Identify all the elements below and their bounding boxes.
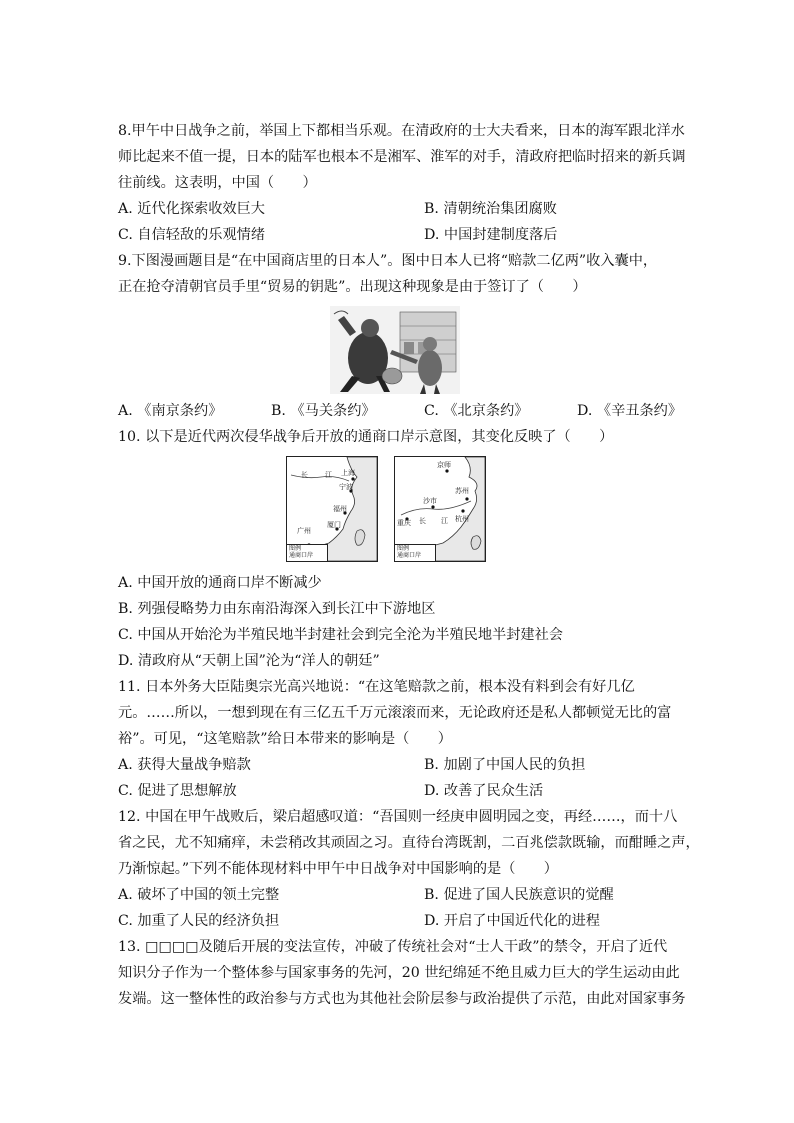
q8-option-b[interactable]: B. 清朝统治集团腐败 xyxy=(424,201,557,217)
q9-option-a[interactable]: A. 《南京条约》 xyxy=(118,403,223,419)
q9-cartoon-image xyxy=(330,306,460,394)
treaty-ports-map-2 xyxy=(394,456,486,562)
map2-label-shashi: 沙市 xyxy=(423,497,437,505)
map1-label-river-1: 长 xyxy=(301,471,308,479)
q11-option-d[interactable]: D. 改善了民众生活 xyxy=(424,783,544,799)
q8-options-row-1 xyxy=(118,196,684,222)
treaty-ports-map-1 xyxy=(286,456,378,562)
map1-label-guangzhou: 广州 xyxy=(297,527,311,535)
question-12 xyxy=(118,804,700,934)
q8-stem-line-2: 师比起来不值一提，日本的陆军也根本不是湘军、淮军的对手，清政府把临时招来的新兵调 xyxy=(118,149,686,165)
question-9 xyxy=(118,248,684,424)
q10-map-figures xyxy=(286,456,684,566)
q9-stem-line-2: 正在抢夺清朝官员手里“贸易的钥匙”。出现这种现象是由于签订了（ ） xyxy=(118,279,587,295)
q8-stem-line-1: 8.甲午中日战争之前，举国上下都相当乐观。在清政府的士大夫看来，日本的海军跟北洋水 xyxy=(118,123,685,139)
q11-option-a[interactable]: A. 获得大量战争赔款 xyxy=(118,757,251,773)
q8-stem-line-3: 往前线。这表明，中国（ ） xyxy=(118,175,317,191)
q13-stem-line-3: 发端。这一整体性的政治参与方式也为其他社会阶层参与政治提供了示范，由此对国家事务 xyxy=(118,991,686,1007)
q12-option-a[interactable]: A. 破坏了中国的领土完整 xyxy=(118,887,280,903)
map2-label-river-2: 江 xyxy=(441,517,448,525)
q9-option-c[interactable]: C. 《北京条约》 xyxy=(424,403,529,419)
map1-label-fuzhou: 福州 xyxy=(333,505,347,513)
q10-option-d[interactable]: D. 清政府从“天朝上国”沦为“洋人的朝廷” xyxy=(118,653,380,669)
q9-stem-line-1: 9.下图漫画题目是“在中国商店里的日本人”。图中日本人已将“赔款二亿两”收入囊中， xyxy=(118,253,658,269)
map1-legend: 图例 通商口岸 xyxy=(287,544,328,561)
question-11 xyxy=(118,674,684,804)
q9-options-row xyxy=(118,398,684,424)
q11-stem-line-3: 裕”。可见，“这笔赔款”给日本带来的影响是（ ） xyxy=(118,731,452,747)
q12-option-d[interactable]: D. 开启了中国近代化的进程 xyxy=(424,913,600,929)
map1-label-xiamen: 厦门 xyxy=(327,521,341,529)
q13-stem-line-1: 13. □□□□及随后开展的变法宣传，冲破了传统社会对“士人干政”的禁令，开启了近代 xyxy=(118,939,668,955)
q11-stem-line-2: 元。……所以，一想到现在有三亿五千万元滚滚而来，无论政府还是私人都顿觉无比的富 xyxy=(118,705,672,721)
q12-options-row-2 xyxy=(118,908,684,934)
question-10 xyxy=(118,424,684,674)
map1-label-shanghai: 上海 xyxy=(341,469,355,477)
map2-label-suzhou: 苏州 xyxy=(455,487,469,495)
question-8 xyxy=(118,118,684,248)
q10-stem-line-1: 10. 以下是近代两次侵华战争后开放的通商口岸示意图，其变化反映了（ ） xyxy=(118,429,614,445)
q11-options-row-2 xyxy=(118,778,684,804)
q11-stem-line-1: 11. 日本外务大臣陆奥宗光高兴地说：“在这笔赔款之前，根本没有料到会有好几亿 xyxy=(118,679,635,695)
q8-options-row-2 xyxy=(118,222,684,248)
question-13 xyxy=(118,934,684,1012)
q13-stem-line-2: 知识分子作为一个整体参与国家事务的先河，20 世纪绵延不绝且威力巨大的学生运动由此 xyxy=(118,965,680,981)
map1-label-river-2: 江 xyxy=(325,471,332,479)
map2-label-river-1: 长 xyxy=(419,517,426,525)
q11-option-b[interactable]: B. 加剧了中国人民的负担 xyxy=(424,757,586,773)
q12-stem-line-1: 12. 中国在甲午战败后，梁启超感叹道：“吾国则一经庚申圆明园之变，再经……，而十八 xyxy=(118,809,678,825)
q9-option-b[interactable]: B. 《马关条约》 xyxy=(271,403,376,419)
map2-label-chongqing: 重庆 xyxy=(397,519,411,527)
q12-options-row-1 xyxy=(118,882,684,908)
q12-option-c[interactable]: C. 加重了人民的经济负担 xyxy=(118,913,280,929)
map2-label-hangzhou: 杭州 xyxy=(455,515,469,523)
q10-option-a[interactable]: A. 中国开放的通商口岸不断减少 xyxy=(118,575,322,591)
q10-option-c[interactable]: C. 中国从开始沦为半殖民地半封建社会到完全沦为半殖民地半封建社会 xyxy=(118,627,563,643)
q12-option-b[interactable]: B. 促进了国人民族意识的觉醒 xyxy=(424,887,614,903)
map1-label-ningbo: 宁波 xyxy=(339,483,353,491)
exam-page xyxy=(118,118,700,1012)
q12-stem-line-3: 乃渐惊起。”下列不能体现材料中甲午中日战争对中国影响的是（ ） xyxy=(118,861,558,877)
q10-option-b[interactable]: B. 列强侵略势力由东南沿海深入到长江中下游地区 xyxy=(118,601,436,617)
q8-option-d[interactable]: D. 中国封建制度落后 xyxy=(424,227,558,243)
map2-legend: 图例 通商口岸 xyxy=(395,544,436,561)
map2-label-jingshi: 京师 xyxy=(437,461,451,469)
q8-option-c[interactable]: C. 自信轻敌的乐观情绪 xyxy=(118,227,266,243)
q12-stem-line-2: 省之民，尤不知痛痒，未尝稍改其顽固之习。直待台湾既割，二百兆偿款既输，而酣睡之声， xyxy=(118,835,700,851)
q9-option-d[interactable]: D. 《辛丑条约》 xyxy=(577,403,683,419)
q8-option-a[interactable]: A. 近代化探索收效巨大 xyxy=(118,201,265,217)
q11-options-row-1 xyxy=(118,752,684,778)
q11-option-c[interactable]: C. 促进了思想解放 xyxy=(118,783,237,799)
